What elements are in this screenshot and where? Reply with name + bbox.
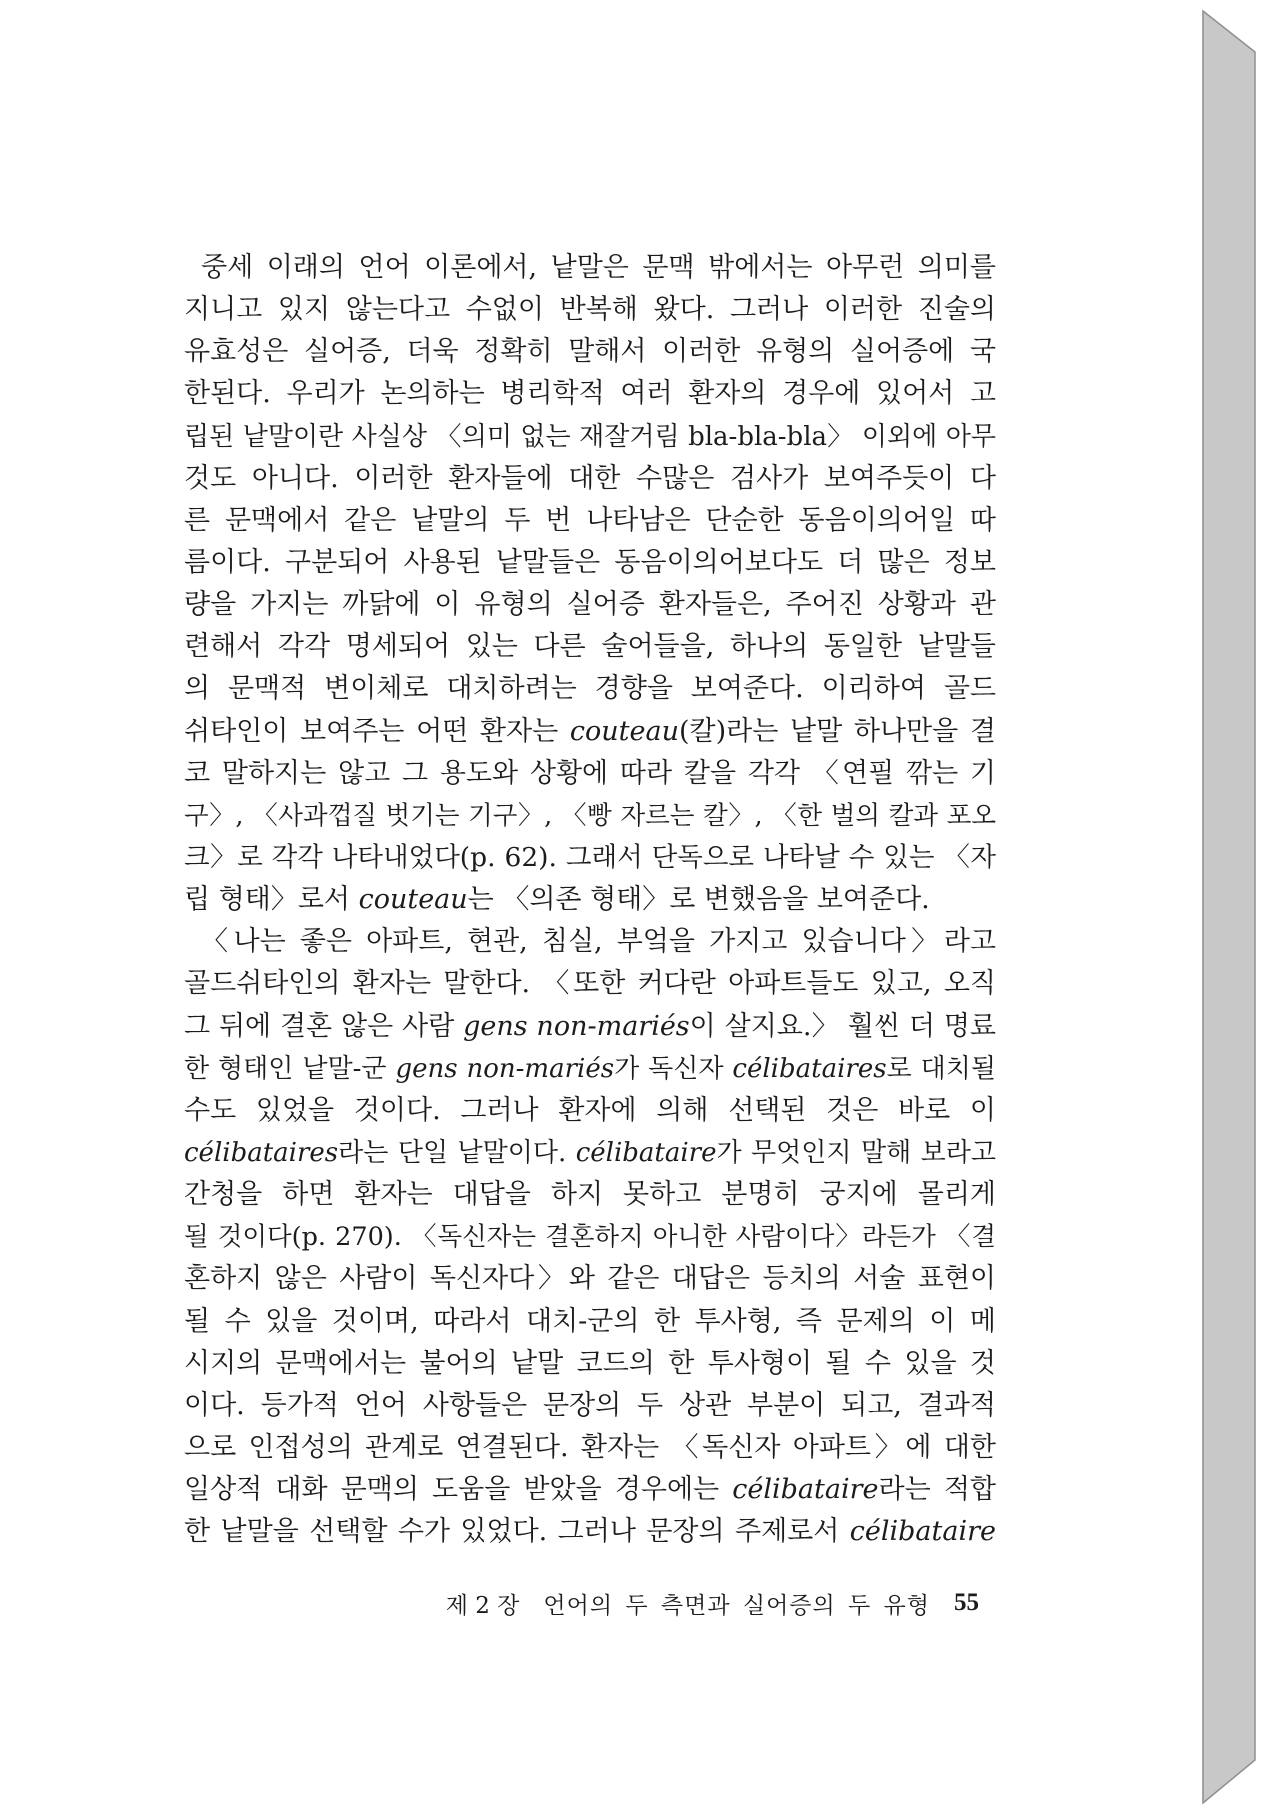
text-line — [184, 247, 996, 289]
text-line — [184, 373, 996, 415]
text-segment: 수도 있었을 것이다. 그러나 환자에 의해 선택된 것은 바로 이 — [184, 1094, 996, 1126]
text-segment: 가 독신자 — [614, 1053, 733, 1084]
text-line — [184, 1216, 996, 1258]
text-segment: 량을 가지는 까닭에 이 유형의 실어증 환자들은, 주어진 상황과 관 — [184, 589, 996, 621]
text-segment: 립된 낱말이란 사실상 〈의미 없는 재잘거림 bla-bla-bla〉 이외에 아무 — [184, 421, 996, 452]
text-line — [184, 795, 996, 837]
text-line — [184, 542, 996, 584]
book-edge-side — [1203, 11, 1255, 1803]
text-segment: 〈나는 좋은 아파트, 현관, 침실, 부엌을 가지고 있습니다〉라고 — [201, 926, 996, 958]
text-segment: 립 형태〉로서 — [184, 884, 359, 916]
text-segment: 간청을 하면 환자는 대답을 하지 못하고 분명히 궁지에 몰리게 — [184, 1179, 996, 1211]
text-segment: 크〉로 각각 나타내었다(p. 62). 그래서 단독으로 나타날 수 있는 〈자 — [184, 841, 996, 873]
text-segment: 될 것이다(p. 270). 〈독신자는 결혼하지 아니한 사람이다〉라든가 〈결 — [184, 1222, 996, 1253]
text-segment: (칼)라는 낱말 하나만을 결 — [678, 715, 996, 747]
page-number: 55 — [954, 1589, 979, 1616]
text-segment: 련해서 각각 명세되어 있는 다른 술어들을, 하나의 동일한 낱말들 — [184, 631, 996, 663]
text-segment: 이다. 등가적 언어 사항들은 문장의 두 상관 부분이 되고, 결과적 — [184, 1389, 996, 1421]
text-line — [184, 711, 996, 753]
text-segment: 중세 이래의 언어 이론에서, 낱말은 문맥 밖에서는 아무런 의미를 — [201, 252, 996, 283]
text-line — [184, 584, 996, 626]
running-title: 언어의 두 측면과 실어증의 두 유형 — [543, 1592, 930, 1619]
italic-term: célibataires — [732, 1053, 887, 1084]
paragraph — [184, 247, 996, 921]
text-segment: 라는 단일 낱말이다. — [338, 1137, 576, 1168]
text-line — [184, 1511, 996, 1553]
text-segment: 한된다. 우리가 논의하는 병리학적 여러 환자의 경우에 있어서 고 — [184, 378, 996, 410]
text-segment: 으로 인접성의 관계로 연결된다. 환자는 〈독신자 아파트〉에 대한 — [184, 1431, 996, 1463]
text-segment: 시지의 문맥에서는 불어의 낱말 코드의 한 투사형이 될 수 있을 것 — [184, 1347, 996, 1379]
italic-term: célibataire — [732, 1474, 879, 1506]
italic-term: célibataire — [849, 1516, 996, 1548]
text-segment: 는 〈의존 형태〉로 변했음을 보여준다. — [467, 884, 930, 916]
text-line — [184, 921, 996, 963]
text-line — [184, 963, 996, 1005]
text-line — [184, 1006, 996, 1048]
chapter-label: 제 2 장 — [445, 1592, 520, 1619]
text-line — [184, 837, 996, 879]
italic-term: célibataires — [184, 1137, 339, 1168]
text-line — [184, 879, 996, 921]
italic-term: gens non-mariés — [463, 1010, 690, 1042]
text-line — [184, 1090, 996, 1132]
text-segment: 름이다. 구분되어 사용된 낱말들은 동음이의어보다도 더 많은 정보 — [184, 546, 996, 578]
text-line — [184, 331, 996, 373]
text-segment: 한 형태인 낱말-군 — [184, 1053, 396, 1084]
italic-term: gens non-mariés — [395, 1053, 615, 1084]
text-line — [184, 1048, 996, 1090]
text-line — [184, 500, 996, 542]
text-segment: 일상적 대화 문맥의 도움을 받았을 경우에는 — [184, 1474, 733, 1506]
text-line — [184, 1427, 996, 1469]
text-segment: 의 문맥적 변이체로 대치하려는 경향을 보여준다. 이리하여 골드 — [184, 673, 996, 705]
text-line — [184, 753, 996, 795]
text-line — [184, 668, 996, 710]
text-segment: 것도 아니다. 이러한 환자들에 대한 수많은 검사가 보여주듯이 다 — [184, 462, 996, 494]
text-segment: 될 수 있을 것이며, 따라서 대치-군의 한 투사형, 즉 문제의 이 메 — [184, 1305, 996, 1337]
text-line — [184, 1469, 996, 1511]
text-line — [184, 416, 996, 458]
text-line — [184, 1258, 996, 1300]
italic-term: célibataire — [575, 1137, 717, 1168]
text-line — [184, 1301, 996, 1343]
italic-term: couteau — [569, 715, 679, 747]
page-footer — [446, 1588, 979, 1618]
text-segment: 지니고 있지 않는다고 수없이 반복해 왔다. 그러나 이러한 진술의 — [184, 294, 996, 326]
text-block — [184, 247, 996, 1553]
text-line — [184, 1343, 996, 1385]
text-line — [184, 626, 996, 668]
text-segment: 가 무엇인지 말해 보라고 — [716, 1137, 996, 1168]
text-segment: 구〉, 〈사과껍질 벗기는 기구〉, 〈빵 자르는 칼〉, 〈한 벌의 칼과 포오 — [184, 800, 996, 831]
paragraph — [184, 921, 996, 1553]
text-segment: 유효성은 실어증, 더욱 정확히 말해서 이러한 유형의 실어증에 국 — [184, 336, 996, 368]
text-line — [184, 1132, 996, 1174]
text-segment: 이 살지요.〉 훨씬 더 명료 — [689, 1010, 997, 1042]
text-segment: 로 대치될 — [886, 1053, 996, 1084]
italic-term: couteau — [358, 884, 468, 916]
text-line — [184, 1174, 996, 1216]
text-segment: 른 문맥에서 같은 낱말의 두 번 나타남은 단순한 동음이의어일 따 — [184, 504, 996, 536]
text-segment: 골드쉬타인의 환자는 말한다. 〈또한 커다란 아파트들도 있고, 오직 — [184, 968, 996, 1000]
text-line — [184, 289, 996, 331]
text-segment: 코 말하지는 않고 그 용도와 상황에 따라 칼을 각각 〈연필 깎는 기 — [184, 757, 996, 789]
text-segment: 그 뒤에 결혼 않은 사람 — [184, 1010, 464, 1042]
text-line — [184, 1385, 996, 1427]
text-segment: 혼하지 않은 사람이 독신자다〉와 같은 대답은 등치의 서술 표현이 — [184, 1263, 996, 1295]
text-segment: 쉬타인이 보여주는 어떤 환자는 — [184, 715, 570, 747]
text-segment: 한 낱말을 선택할 수가 있었다. 그러나 문장의 주제로서 — [184, 1516, 850, 1548]
text-line — [184, 458, 996, 500]
text-segment: 라는 적합 — [878, 1474, 996, 1506]
